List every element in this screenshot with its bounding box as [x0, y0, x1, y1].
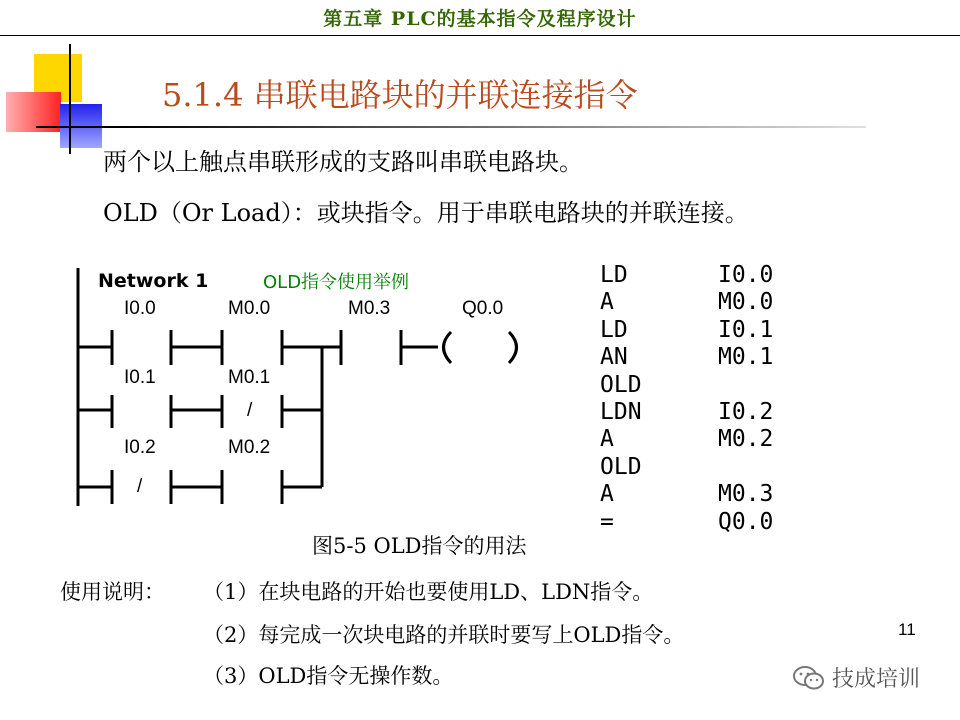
stl-listing: [600, 262, 773, 536]
stl-row: [600, 372, 773, 399]
stl-op: LDN: [600, 398, 642, 425]
stl-row: [600, 344, 773, 371]
stl-op: A: [600, 289, 614, 316]
network-label: Network 1: [98, 270, 209, 292]
deco-vertical-line: [69, 44, 71, 154]
contact-label-i02: I0.2: [124, 437, 156, 458]
stl-row: [600, 509, 773, 536]
stl-op: AN: [600, 344, 628, 371]
figure-caption: 图5-5 OLD指令的用法: [312, 534, 527, 558]
stl-row: [600, 399, 773, 426]
stl-row: [600, 454, 773, 481]
page-number: 11: [898, 620, 916, 639]
header-divider: [0, 35, 960, 36]
stl-op: =: [600, 508, 614, 535]
section-title: 5.1.4 串联电路块的并联连接指令: [162, 76, 638, 114]
wechat-icon: [792, 664, 826, 692]
stl-op: OLD: [600, 453, 642, 480]
contact-label-m03: M0.3: [348, 298, 391, 319]
stl-op: A: [600, 426, 614, 453]
usage-item: （3）OLD指令无操作数。: [203, 664, 454, 688]
nc-mark-m01: /: [247, 400, 253, 421]
stl-op: LD: [600, 316, 628, 343]
nc-mark-i02: /: [137, 476, 143, 497]
stl-operand: I0.1: [718, 316, 774, 343]
ladder-note: OLD指令使用举例: [263, 272, 410, 293]
stl-operand: M0.1: [718, 344, 774, 371]
stl-operand: I0.0: [718, 262, 774, 288]
stl-operand: M0.3: [718, 481, 774, 508]
stl-op: LD: [600, 262, 628, 288]
stl-row: [600, 426, 773, 453]
body-line-2: OLD（Or Load）：或块指令。用于串联电路块的并联连接。: [103, 199, 749, 227]
stl-operand: Q0.0: [718, 508, 774, 535]
usage-item: （1）在块电路的开始也要使用LD、LDN指令。: [203, 580, 654, 604]
contact-label-m01: M0.1: [228, 367, 271, 388]
deco-horizontal-line: [36, 126, 866, 128]
stl-operand: I0.2: [718, 398, 774, 425]
stl-op: OLD: [600, 371, 642, 398]
watermark: [792, 662, 920, 693]
usage-item: （2）每完成一次块电路的并联时要写上OLD指令。: [203, 623, 685, 647]
usage-label: 使用说明：: [60, 580, 165, 604]
stl-operand: M0.0: [718, 289, 774, 316]
body-line-1: 两个以上触点串联形成的支路叫串联电路块。: [103, 148, 583, 176]
watermark-text: 技成培训: [832, 667, 921, 692]
stl-operand: M0.2: [718, 426, 774, 453]
contact-label-i01: I0.1: [124, 367, 156, 388]
contact-label-m00: M0.0: [228, 298, 271, 319]
stl-row: [600, 481, 773, 508]
stl-row: [600, 289, 773, 316]
contact-label-i00: I0.0: [124, 298, 156, 319]
coil-label-q00: Q0.0: [462, 298, 504, 319]
stl-row: [600, 262, 773, 289]
contact-label-m02: M0.2: [228, 437, 271, 458]
stl-row: [600, 317, 773, 344]
chapter-header: 第五章 PLC的基本指令及程序设计: [323, 8, 637, 30]
stl-op: A: [600, 481, 614, 508]
